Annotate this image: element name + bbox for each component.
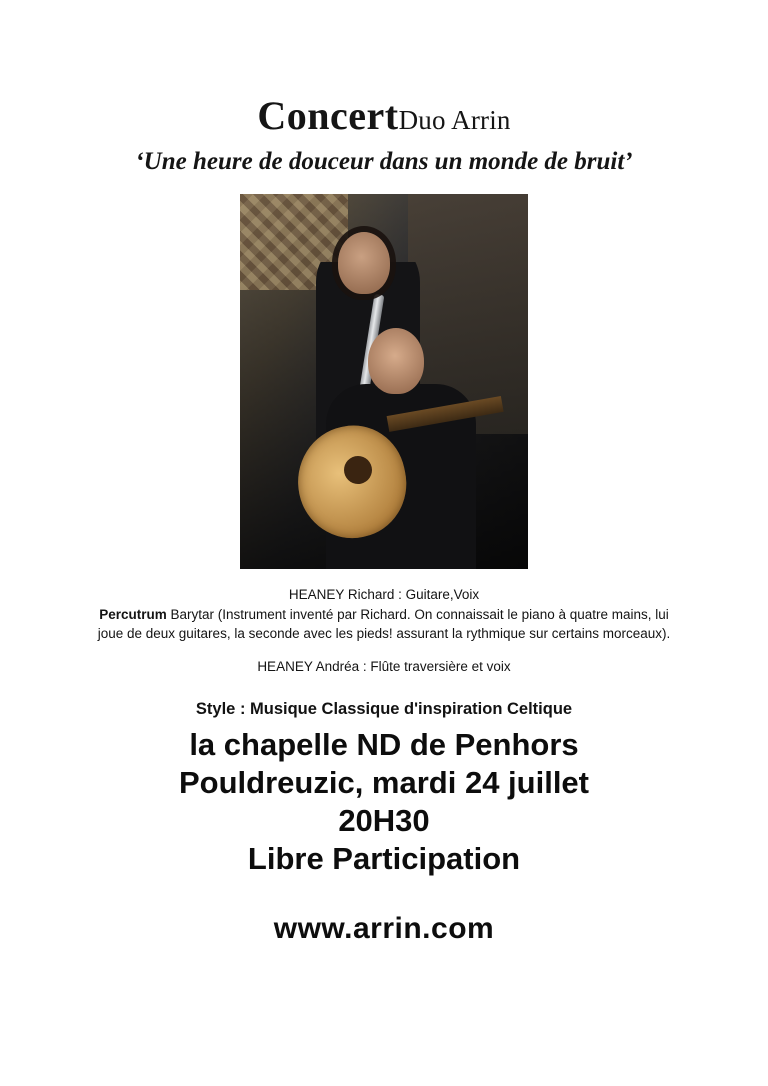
title-block xyxy=(60,0,708,176)
percutrum-description: Barytar (Instrument inventé par Richard. On connaissait le piano à quatre mains, lui joue de deux guitares, la seconde avec les pieds! assurant la rythmique sur certains morceaux). xyxy=(97,606,671,642)
credits-block xyxy=(60,585,708,676)
guitarist-head xyxy=(368,328,424,394)
flutist-head xyxy=(338,232,390,294)
credit-percutrum xyxy=(92,605,677,644)
title-main: Concert xyxy=(257,93,399,138)
poster-tagline: ‘Une heure de douceur dans un monde de bruit’ xyxy=(135,148,633,175)
venue-city-date: Pouldreuzic, mardi 24 juillet xyxy=(179,765,589,801)
credit-andrea: HEANEY Andréa : Flûte traversière et voix xyxy=(257,658,511,674)
website-link[interactable]: www.arrin.com xyxy=(273,911,495,945)
photo-image xyxy=(240,194,528,569)
duo-photo xyxy=(240,194,528,569)
venue-name: la chapelle ND de Penhors xyxy=(189,727,579,763)
venue-block xyxy=(60,726,708,877)
title-subtitle: Duo Arrin xyxy=(398,105,511,135)
percutrum-label: Percutrum xyxy=(99,606,167,622)
venue-time: 20H30 xyxy=(338,802,430,838)
style-line: Style : Musique Classique d'inspiration Celtique xyxy=(195,700,573,719)
poster-title xyxy=(60,92,708,139)
venue-price: Libre Participation xyxy=(247,840,521,876)
credit-richard: HEANEY Richard : Guitare,Voix xyxy=(288,587,480,602)
